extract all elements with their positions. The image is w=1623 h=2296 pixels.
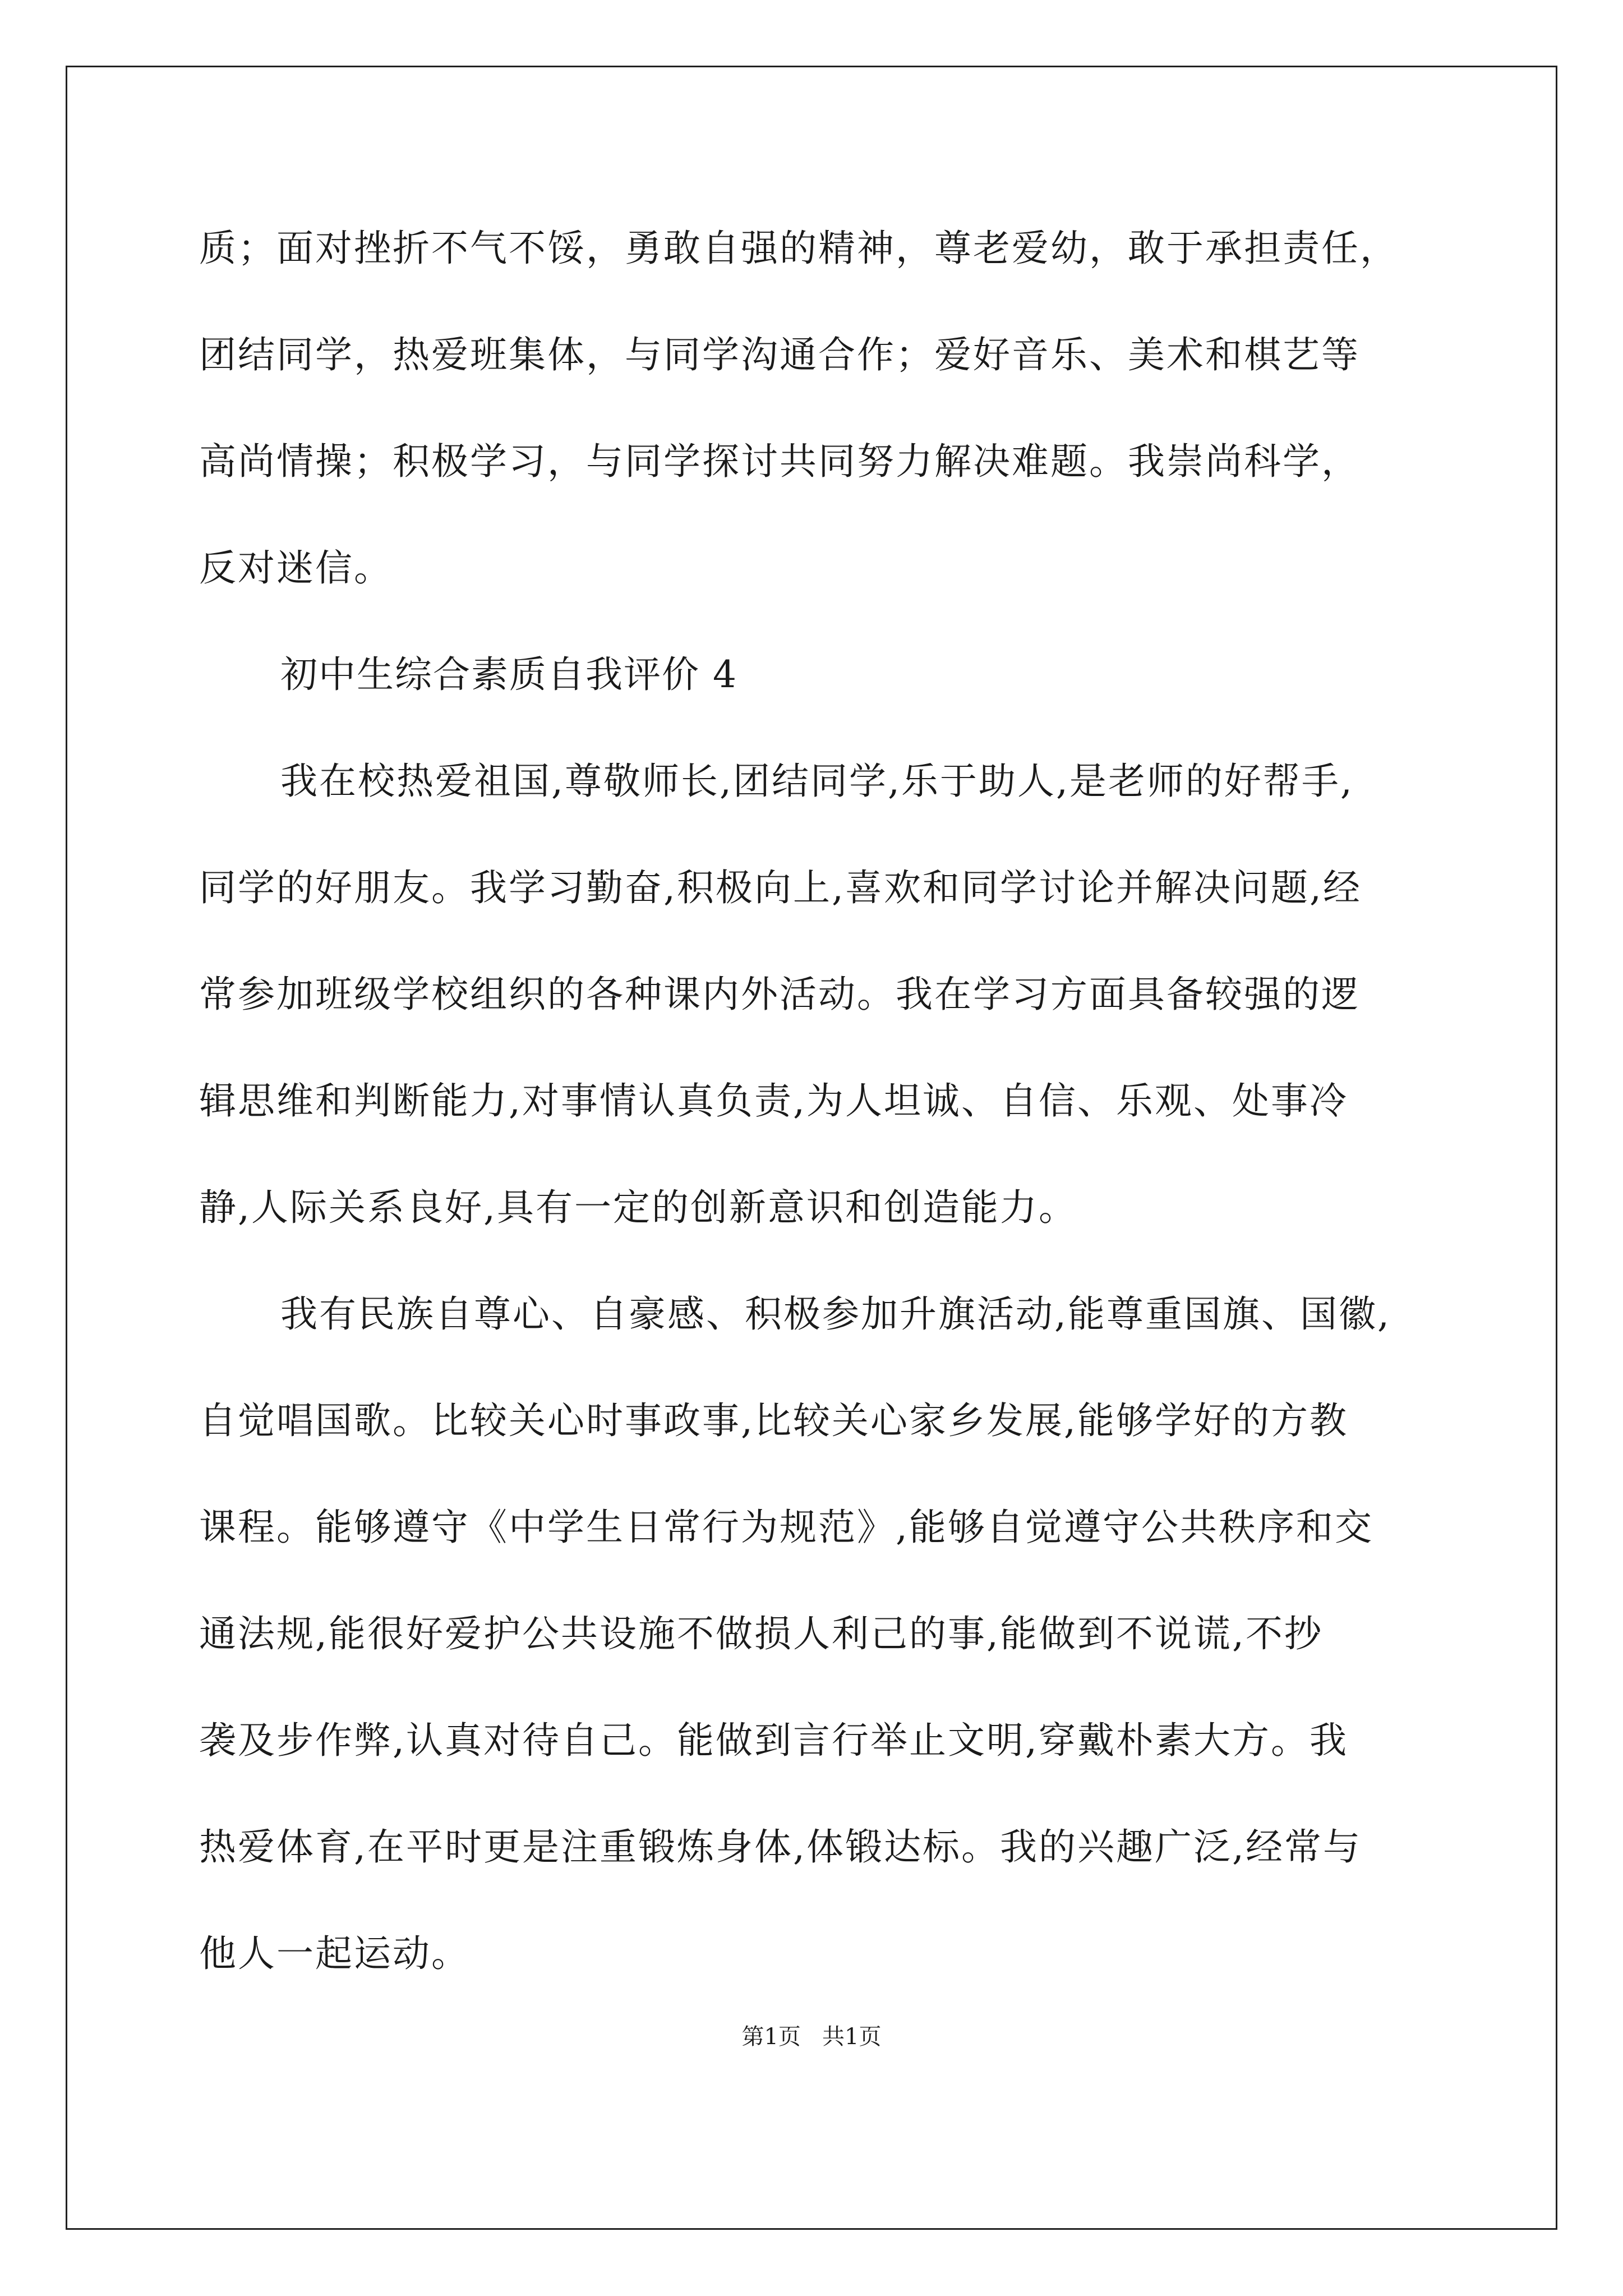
body-text-line: 质；面对挫折不气不馁，勇敢自强的精神，尊老爱幼，敢于承担责任，	[199, 227, 1399, 270]
body-text-line: 我有民族自尊心、自豪感、积极参加升旗活动,能尊重国旗、国徽,	[280, 1292, 1391, 1336]
body-text-line: 静,人际关系良好,具有一定的创新意识和创造能力。	[199, 1186, 1077, 1229]
body-text-line: 我在校热爱祖国,尊敬师长,团结同学,乐于助人,是老师的好帮手,	[280, 760, 1354, 803]
page-border	[66, 66, 1557, 2230]
body-text-line: 辑思维和判断能力,对事情认真负责,为人坦诚、自信、乐观、处事冷	[199, 1079, 1348, 1122]
body-text-line: 自觉唱国歌。比较关心时事政事,比较关心家乡发展,能够学好的方教	[199, 1399, 1348, 1442]
page-number-footer: 第1页 共1页	[741, 2024, 882, 2050]
body-text-line: 高尚情操；积极学习，与同学探讨共同努力解决难题。我崇尚科学，	[199, 440, 1360, 483]
body-text-line: 他人一起运动。	[199, 1932, 470, 1975]
body-text-line: 团结同学，热爱班集体，与同学沟通合作；爱好音乐、美术和棋艺等	[199, 333, 1360, 376]
body-text-line: 通法规,能很好爱护公共设施不做损人利己的事,能做到不说谎,不抄	[199, 1612, 1323, 1655]
body-text-line: 袭及步作弊,认真对待自己。能做到言行举止文明,穿戴朴素大方。我	[199, 1719, 1348, 1762]
body-text-line: 常参加班级学校组织的各种课内外活动。我在学习方面具备较强的逻	[199, 973, 1360, 1016]
body-text-line: 课程。能够遵守《中学生日常行为规范》,能够自觉遵守公共秩序和交	[199, 1506, 1373, 1549]
body-text-line: 热爱体育,在平时更是注重锻炼身体,体锻达标。我的兴趣广泛,经常与	[199, 1825, 1362, 1869]
section-heading: 初中生综合素质自我评价 4	[280, 653, 737, 696]
body-text-line: 反对迷信。	[199, 546, 393, 590]
body-text-line: 同学的好朋友。我学习勤奋,积极向上,喜欢和同学讨论并解决问题,经	[199, 866, 1362, 909]
